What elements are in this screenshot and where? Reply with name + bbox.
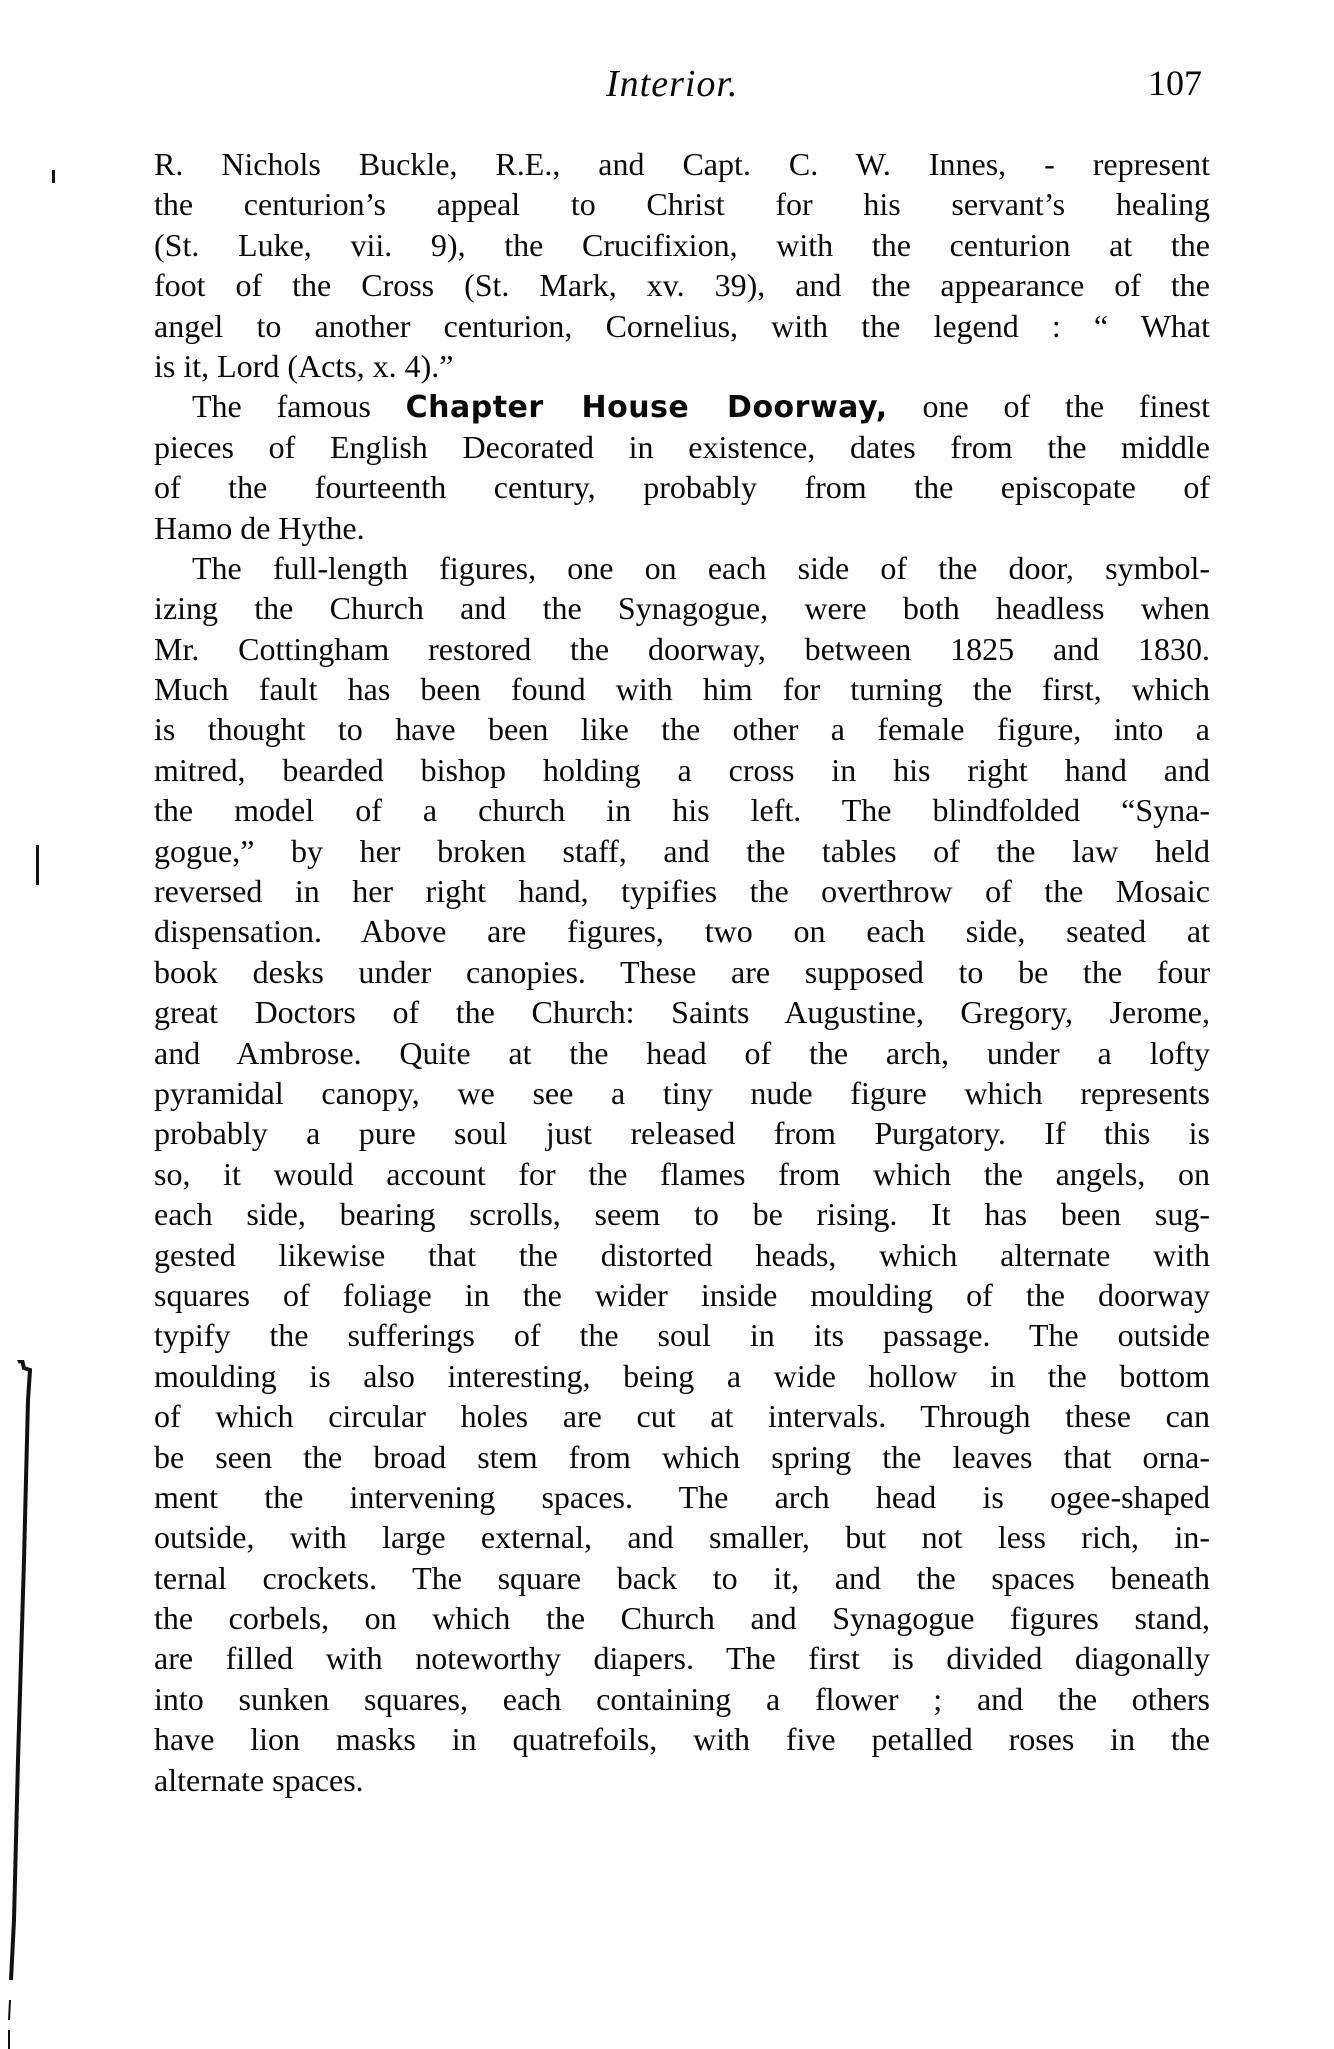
text-line: ment the intervening spaces. The arch head is ogee-shaped (154, 1478, 1210, 1515)
paragraph-1 (154, 144, 1210, 386)
text-line: alternate spaces. (154, 1761, 364, 1798)
text-line: book desks under canopies. These are supposed to be the four (154, 953, 1210, 990)
running-head (0, 62, 1334, 112)
text-line: be seen the broad stem from which spring the leaves that orna- (154, 1438, 1210, 1475)
text-line: Mr. Cottingham restored the doorway, between 1825 and 1830. (154, 630, 1210, 667)
text-line: The famous Chapter House Doorway, one of the finest (192, 388, 1211, 426)
text-line: of which circular holes are cut at intervals. Through these can (154, 1398, 1210, 1435)
text-line: angel to another centurion, Cornelius, with the legend : “ What (154, 307, 1210, 344)
text-line: Much fault has been found with him for turning the first, which (154, 671, 1210, 708)
text-line: gogue,” by her broken staff, and the tables of the law held (154, 832, 1210, 869)
text-line: into sunken squares, each containing a flower ; and the others (154, 1680, 1210, 1717)
page-number: 107 (1148, 63, 1202, 103)
text-line: The full-length figures, one on each side of the door, symbol- (192, 549, 1210, 586)
text-line: outside, with large external, and smaller, but not less rich, in- (154, 1519, 1210, 1556)
text-line: squares of foliage in the wider inside moulding of the doorway (154, 1276, 1210, 1313)
margin-scan-mark (36, 845, 39, 885)
text-line: and Ambrose. Quite at the head of the arch, under a lofty (154, 1034, 1210, 1071)
text-line: have lion masks in quatrefoils, with five petalled roses in the (154, 1721, 1210, 1758)
margin-scan-mark (52, 170, 55, 183)
text-line: R. Nichols Buckle, R.E., and Capt. C. W. Innes, - represent (154, 146, 1210, 182)
text-line: moulding is also interesting, being a wide hollow in the bottom (154, 1357, 1210, 1394)
text-line: is thought to have been like the other a female figure, into a (154, 711, 1210, 748)
text-line: gested likewise that the distorted heads, which alternate with (154, 1236, 1210, 1273)
text-line: dispensation. Above are figures, two on each side, seated at (154, 913, 1210, 950)
text-line: mitred, bearded bishop holding a cross in his right hand and (154, 751, 1210, 788)
text-line: the model of a church in his left. The blindfolded “Syna- (154, 792, 1210, 829)
text-line: the centurion’s appeal to Christ for his servant’s healing (154, 186, 1210, 223)
text-line: Hamo de Hythe. (154, 509, 365, 546)
page-edge-scan-line (0, 1360, 40, 2049)
text-line: reversed in her right hand, typifies the overthrow of the Mosaic (154, 873, 1210, 910)
text-line: foot of the Cross (St. Mark, xv. 39), and the appearance of the (154, 267, 1210, 304)
text-line: izing the Church and the Synagogue, were both headless when (154, 590, 1210, 627)
text-line: each side, bearing scrolls, seem to be rising. It has been sug- (154, 1196, 1210, 1233)
text-line: of the fourteenth century, probably from the episcopate of (154, 469, 1210, 506)
text-line: pyramidal canopy, we see a tiny nude figure which represents (154, 1074, 1210, 1111)
text-line: ternal crockets. The square back to it, and the spaces beneath (154, 1559, 1210, 1596)
running-head-title: Interior. (606, 63, 739, 105)
text-line: (St. Luke, vii. 9), the Crucifixion, with the centurion at the (154, 226, 1210, 263)
chapter-house-doorway-term: Chapter House Doorway, (405, 390, 888, 426)
text-line: so, it would account for the flames from which the angels, on (154, 1155, 1210, 1192)
text-line: typify the sufferings of the soul in its passage. The outside (154, 1317, 1210, 1354)
text-line: are filled with noteworthy diapers. The first is divided diagonally (154, 1640, 1210, 1677)
text-line: is it, Lord (Acts, x. 4).” (154, 347, 454, 384)
text-line: pieces of English Decorated in existence, dates from the middle (154, 428, 1210, 465)
paragraph-2 (154, 386, 1210, 548)
text-line: great Doctors of the Church: Saints Augustine, Gregory, Jerome, (154, 994, 1210, 1031)
text-line: the corbels, on which the Church and Synagogue figures stand, (154, 1600, 1210, 1637)
text-line: probably a pure soul just released from Purgatory. If this is (154, 1115, 1210, 1152)
paragraph-3 (154, 548, 1210, 1800)
body-text (154, 144, 1210, 1800)
